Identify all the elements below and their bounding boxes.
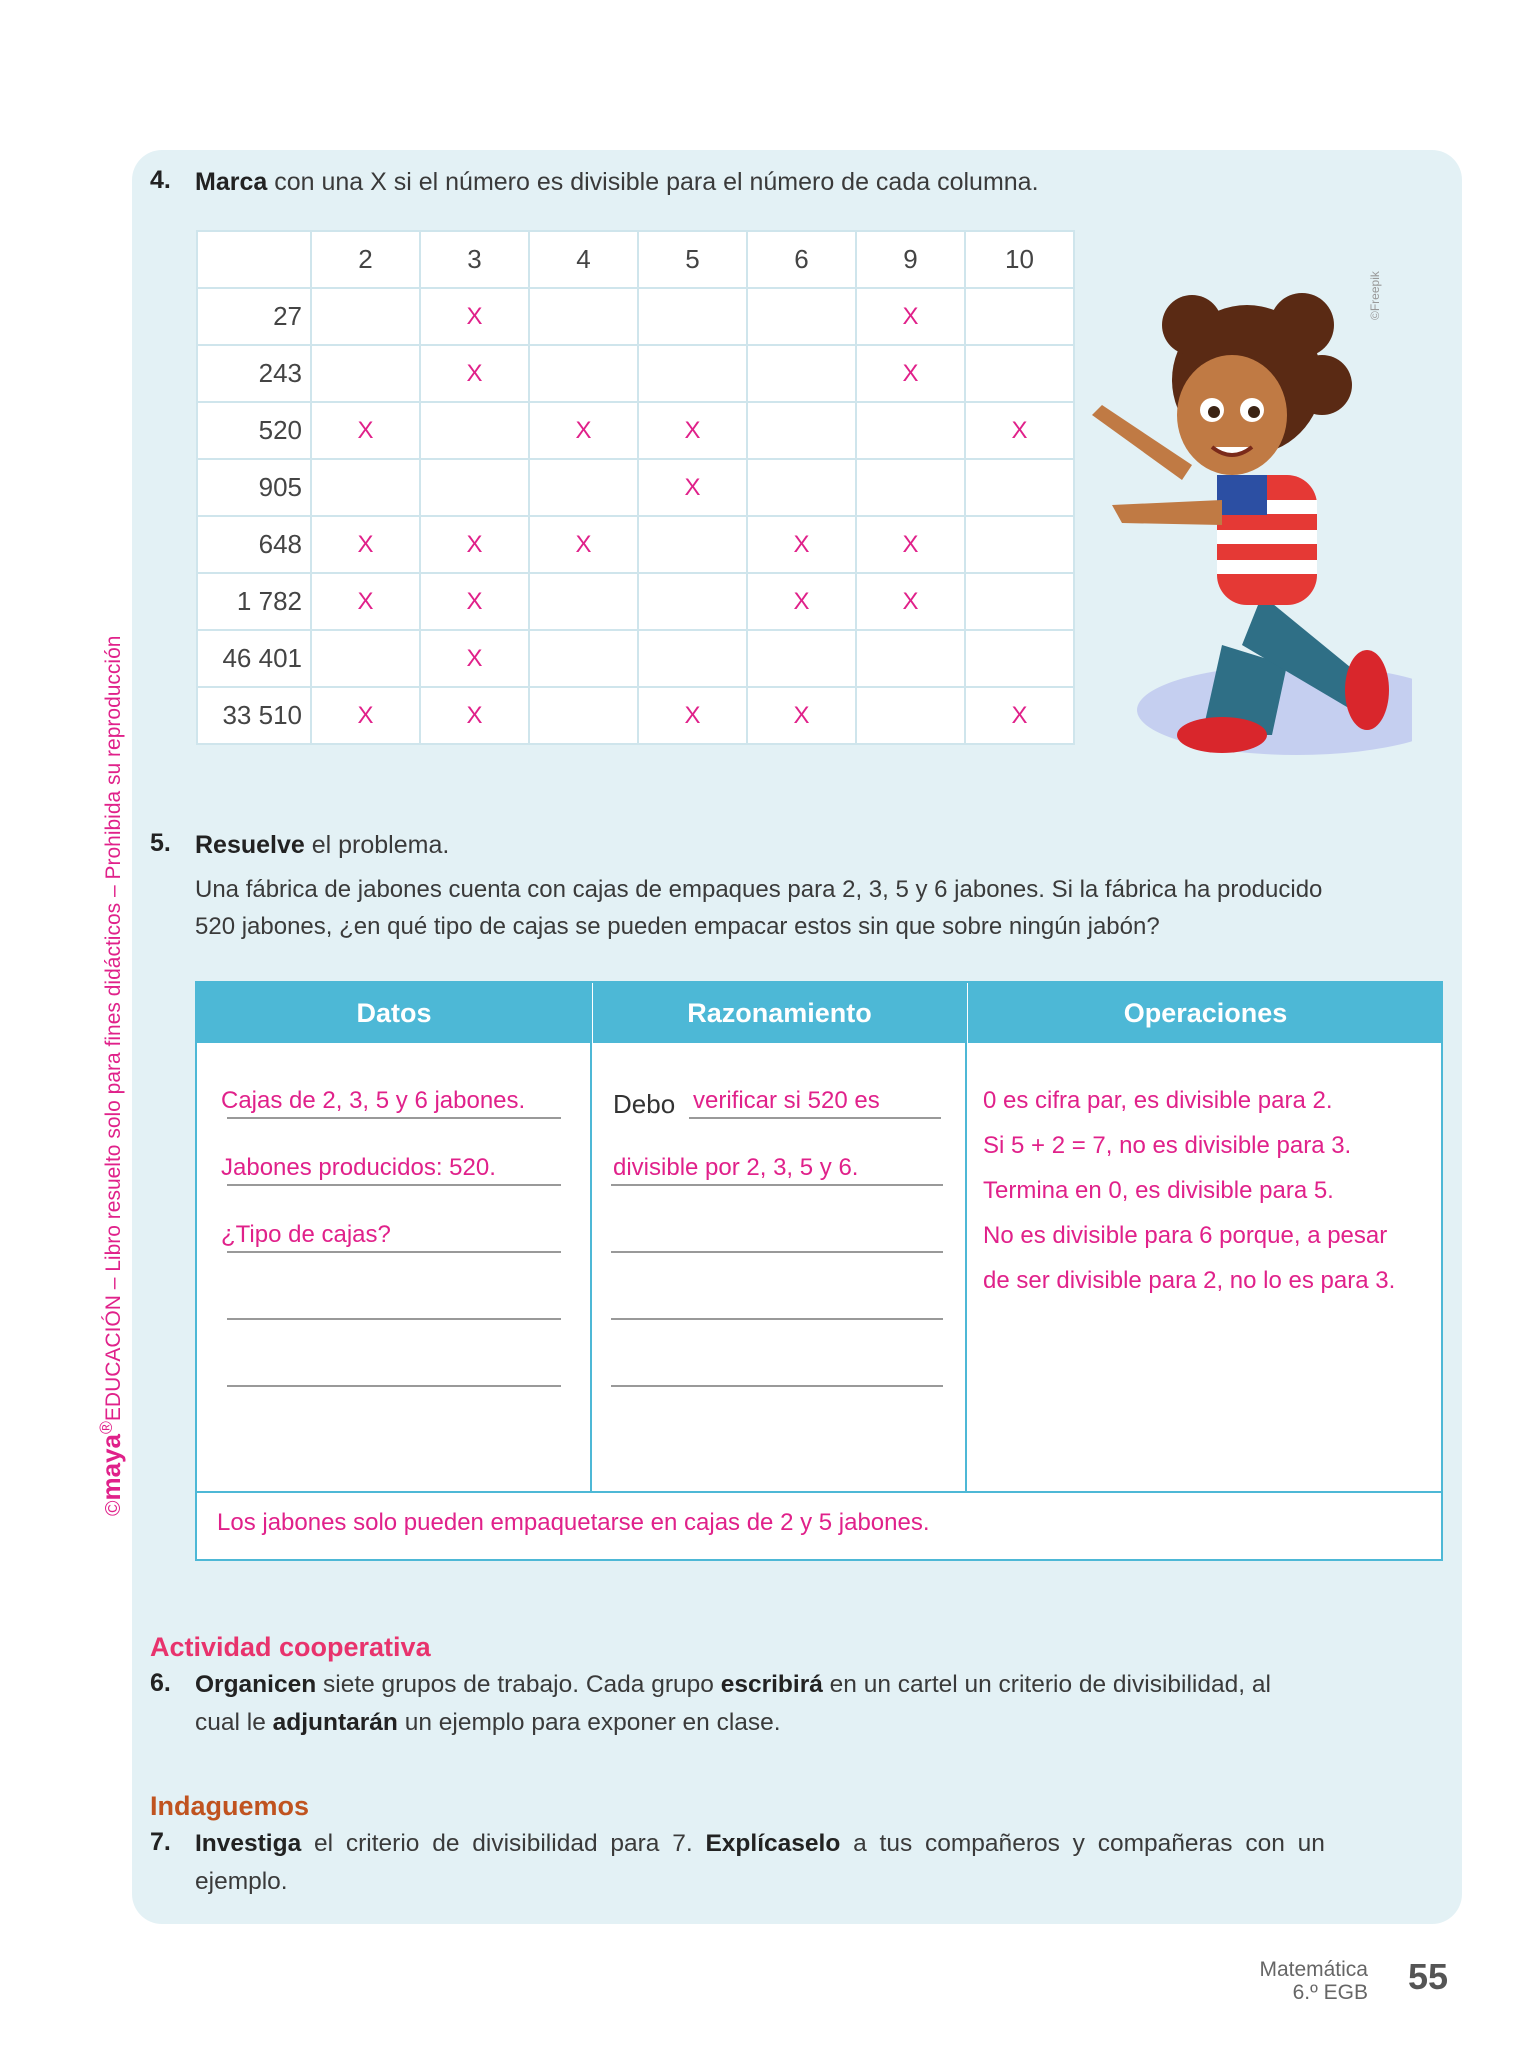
answer-sentence[interactable]: Los jabones solo pueden empaquetarse en cajas de 2 y 5 jabones. xyxy=(217,1509,930,1536)
q6-verb: Organicen xyxy=(195,1671,317,1698)
mark-cell[interactable] xyxy=(747,288,856,345)
q6-verb: escribirá xyxy=(720,1671,823,1698)
mark-cell[interactable] xyxy=(856,687,965,744)
column-header: 3 xyxy=(420,231,529,288)
mark-cell[interactable]: X xyxy=(638,687,747,744)
q4-verb: Marca xyxy=(195,168,268,196)
grade-label: 6.º EGB xyxy=(1292,1981,1368,2004)
mark-cell[interactable] xyxy=(965,288,1074,345)
row-label: 520 xyxy=(197,402,311,459)
datos-line[interactable]: ¿Tipo de cajas? xyxy=(221,1221,391,1248)
q7-text: el criterio de divisibilidad para 7. xyxy=(301,1830,706,1857)
mark-cell[interactable]: X xyxy=(856,345,965,402)
mark-cell[interactable]: X xyxy=(638,459,747,516)
mark-cell[interactable]: X xyxy=(311,402,420,459)
mark-cell[interactable]: X xyxy=(856,288,965,345)
mark-cell[interactable] xyxy=(638,516,747,573)
mark-cell[interactable]: X xyxy=(529,402,638,459)
column-divider xyxy=(590,983,592,1491)
table-row xyxy=(197,288,1074,345)
mark-cell[interactable] xyxy=(965,573,1074,630)
mark-cell[interactable]: X xyxy=(638,402,747,459)
q7-text: a tus compañeros y compañeras con un xyxy=(840,1830,1325,1857)
footer-subject xyxy=(1259,1958,1368,2004)
q7-verb: Explícaselo xyxy=(705,1830,841,1857)
mark-cell[interactable] xyxy=(529,630,638,687)
q6-text: siete grupos de trabajo. Cada grupo xyxy=(316,1671,721,1698)
q6-text: en un cartel un criterio de divisibilidad, al xyxy=(822,1671,1271,1698)
sidebar-text: EDUCACIÓN – Libro resuelto solo para fines didácticos – Prohibida su reproducción xyxy=(102,635,125,1422)
row-label: 648 xyxy=(197,516,311,573)
razonamiento-line[interactable]: divisible por 2, 3, 5 y 6. xyxy=(613,1154,859,1181)
header-datos: Datos xyxy=(197,983,591,1043)
column-divider xyxy=(965,983,967,1491)
q5-verb: Resuelve xyxy=(195,831,305,859)
mark-cell[interactable]: X xyxy=(965,687,1074,744)
mark-cell[interactable]: X xyxy=(311,516,420,573)
table-row xyxy=(197,345,1074,402)
answer-rule xyxy=(611,1385,943,1387)
mark-cell[interactable] xyxy=(529,459,638,516)
row-label: 33 510 xyxy=(197,687,311,744)
table-row xyxy=(197,573,1074,630)
answer-rule xyxy=(227,1251,561,1253)
mark-cell[interactable] xyxy=(965,459,1074,516)
mark-cell[interactable]: X xyxy=(420,516,529,573)
answer-rule xyxy=(227,1117,561,1119)
table-header-row xyxy=(197,231,1074,288)
q5-problem-line1: Una fábrica de jabones cuenta con cajas de empaques para 2, 3, 5 y 6 jabones. Si la fábrica ha producido xyxy=(195,876,1323,903)
mark-cell[interactable] xyxy=(311,345,420,402)
q4-instruction xyxy=(195,163,1039,201)
answer-rule xyxy=(227,1385,561,1387)
mark-cell[interactable] xyxy=(420,402,529,459)
table-row xyxy=(197,630,1074,687)
column-header: 4 xyxy=(529,231,638,288)
mark-cell[interactable] xyxy=(965,516,1074,573)
mark-cell[interactable] xyxy=(529,288,638,345)
operacion-line: 0 es cifra par, es divisible para 2. xyxy=(983,1087,1333,1114)
q7-line1 xyxy=(195,1825,1325,1863)
q5-instruction xyxy=(195,826,449,864)
boy-illustration xyxy=(1072,265,1412,770)
q7-number: 7. xyxy=(150,1828,171,1856)
divisibility-table xyxy=(196,230,1075,745)
mark-cell[interactable]: X xyxy=(529,516,638,573)
mark-cell[interactable] xyxy=(856,630,965,687)
registered-mark: ® xyxy=(96,1421,116,1435)
answer-rule xyxy=(227,1318,561,1320)
mark-cell[interactable] xyxy=(638,573,747,630)
q6-text: cual le xyxy=(195,1709,273,1736)
operacion-line: Si 5 + 2 = 7, no es divisible para 3. xyxy=(983,1132,1352,1159)
operacion-line: Termina en 0, es divisible para 5. xyxy=(983,1177,1334,1204)
mark-cell[interactable] xyxy=(529,345,638,402)
header-operaciones: Operaciones xyxy=(968,983,1443,1043)
copyright-symbol: © xyxy=(102,1500,125,1516)
mark-cell[interactable] xyxy=(529,573,638,630)
mark-cell[interactable] xyxy=(747,459,856,516)
column-header: 9 xyxy=(856,231,965,288)
mark-cell[interactable]: X xyxy=(311,573,420,630)
table-row xyxy=(197,402,1074,459)
operacion-line: de ser divisible para 2, no lo es para 3. xyxy=(983,1267,1396,1294)
q6-line1 xyxy=(195,1666,1271,1704)
row-label: 1 782 xyxy=(197,573,311,630)
header-razonamiento: Razonamiento xyxy=(593,983,966,1043)
corner-cell xyxy=(197,231,311,288)
q6-verb: adjuntarán xyxy=(272,1709,398,1736)
copyright-sidebar xyxy=(96,636,127,1516)
mark-cell[interactable] xyxy=(747,345,856,402)
mark-cell[interactable] xyxy=(856,459,965,516)
mark-cell[interactable] xyxy=(747,630,856,687)
mark-cell[interactable] xyxy=(420,459,529,516)
mark-cell[interactable]: X xyxy=(747,573,856,630)
mark-cell[interactable] xyxy=(965,630,1074,687)
mark-cell[interactable] xyxy=(311,459,420,516)
mark-cell[interactable] xyxy=(311,630,420,687)
q5-problem-line2: 520 jabones, ¿en qué tipo de cajas se pueden empacar estos sin que sobre ningún jabón? xyxy=(195,913,1160,940)
q7-line2: ejemplo. xyxy=(195,1868,288,1895)
mark-cell[interactable]: X xyxy=(856,516,965,573)
mark-cell[interactable]: X xyxy=(856,573,965,630)
mark-cell[interactable]: X xyxy=(420,288,529,345)
mark-cell[interactable]: X xyxy=(420,630,529,687)
answer-rule xyxy=(611,1251,943,1253)
mark-cell[interactable] xyxy=(311,288,420,345)
mark-cell[interactable] xyxy=(747,402,856,459)
column-header: 6 xyxy=(747,231,856,288)
table-row xyxy=(197,516,1074,573)
mark-cell[interactable] xyxy=(638,345,747,402)
q6-line2 xyxy=(195,1704,781,1742)
mark-cell[interactable]: X xyxy=(420,345,529,402)
table-row xyxy=(197,459,1074,516)
datos-line[interactable]: Jabones producidos: 520. xyxy=(221,1154,496,1181)
image-credit: ©Freepik xyxy=(1368,271,1382,320)
column-header: 2 xyxy=(311,231,420,288)
q6-number: 6. xyxy=(150,1669,171,1697)
mark-cell[interactable]: X xyxy=(420,573,529,630)
operacion-line: No es divisible para 6 porque, a pesar xyxy=(983,1222,1388,1249)
q4-number: 4. xyxy=(150,166,171,194)
mark-cell[interactable]: X xyxy=(747,516,856,573)
q7-verb: Investiga xyxy=(195,1830,302,1857)
mark-cell[interactable] xyxy=(638,288,747,345)
page-number: 55 xyxy=(1408,1956,1449,1997)
razonamiento-line[interactable]: verificar si 520 es xyxy=(693,1087,880,1114)
q5-text: el problema. xyxy=(304,831,450,859)
mark-cell[interactable] xyxy=(638,630,747,687)
razonamiento-prefix: Debo xyxy=(613,1089,676,1119)
mark-cell[interactable] xyxy=(965,345,1074,402)
answer-rule xyxy=(227,1184,561,1186)
answer-rule xyxy=(611,1318,943,1320)
row-label: 243 xyxy=(197,345,311,402)
mark-cell[interactable]: X xyxy=(420,687,529,744)
mark-cell[interactable]: X xyxy=(965,402,1074,459)
column-header: 10 xyxy=(965,231,1074,288)
q5-number: 5. xyxy=(150,829,171,857)
datos-line[interactable]: Cajas de 2, 3, 5 y 6 jabones. xyxy=(221,1087,526,1114)
table-row xyxy=(197,687,1074,744)
answer-rule xyxy=(611,1184,943,1186)
q6-text: un ejemplo para exponer en clase. xyxy=(397,1709,781,1736)
answer-rule xyxy=(689,1117,941,1119)
column-header: 5 xyxy=(638,231,747,288)
row-label: 905 xyxy=(197,459,311,516)
mark-cell[interactable]: X xyxy=(311,687,420,744)
mark-cell[interactable] xyxy=(529,687,638,744)
row-label: 27 xyxy=(197,288,311,345)
cooperativa-heading: Actividad cooperativa xyxy=(150,1632,431,1662)
maya-logo: maya xyxy=(96,1434,126,1501)
mark-cell[interactable] xyxy=(856,402,965,459)
mark-cell[interactable]: X xyxy=(747,687,856,744)
row-label: 46 401 xyxy=(197,630,311,687)
problem-solving-table xyxy=(195,981,1443,1561)
row-divider xyxy=(197,1491,1441,1493)
q4-text: con una X si el número es divisible para el número de cada columna. xyxy=(267,168,1039,196)
subject-label: Matemática xyxy=(1259,1958,1368,1981)
indaguemos-heading: Indaguemos xyxy=(150,1791,310,1821)
